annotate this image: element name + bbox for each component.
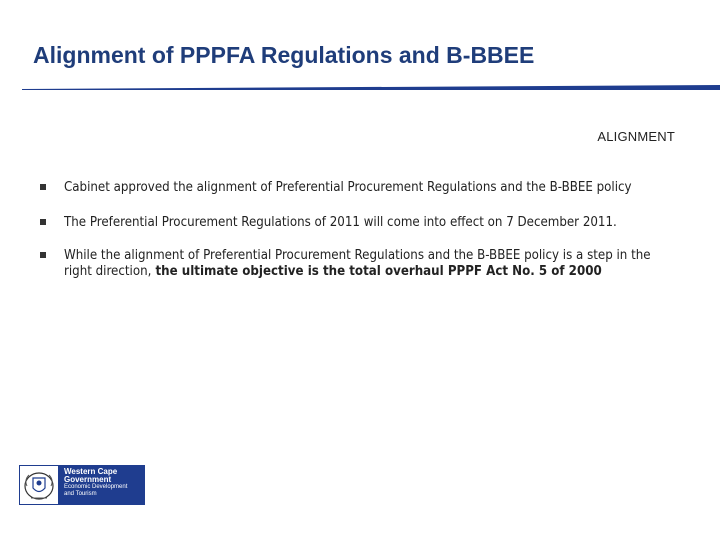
- square-bullet-icon: [40, 184, 46, 190]
- logo-department-line: Economic Development: [64, 484, 128, 490]
- logo-text-panel: [59, 465, 145, 505]
- square-bullet-icon: [40, 252, 46, 258]
- logo-department-line: and Tourism: [64, 491, 97, 497]
- bullet-text: The Preferential Procurement Regulations of 2011 will come into effect on 7 December 2011.: [64, 215, 617, 230]
- western-cape-government-logo: [19, 465, 145, 505]
- bullet-item: [40, 180, 680, 196]
- bullet-text: Cabinet approved the alignment of Preferential Procurement Regulations and the B-BBEE policy: [64, 180, 632, 195]
- title-underline: [22, 83, 720, 91]
- coat-of-arms-icon: [19, 465, 59, 505]
- bullet-list: [40, 180, 680, 280]
- square-bullet-icon: [40, 219, 46, 225]
- slide-title: Alignment of PPPFA Regulations and B-BBEE: [33, 42, 535, 68]
- bullet-item: [40, 248, 680, 280]
- bullet-item: [40, 215, 680, 231]
- logo-name-line: Government: [64, 475, 112, 484]
- bullet-emphasis-text: the ultimate objective is the total overhaul PPPF Act No. 5 of 2000: [151, 264, 602, 279]
- logo-name-line: Western Cape: [64, 467, 118, 476]
- section-label: ALIGNMENT: [597, 129, 675, 144]
- bullet-text: While the alignment of Preferential Procurement Regulations and the B-BBEE policy is a step in the right direction,: [64, 248, 651, 279]
